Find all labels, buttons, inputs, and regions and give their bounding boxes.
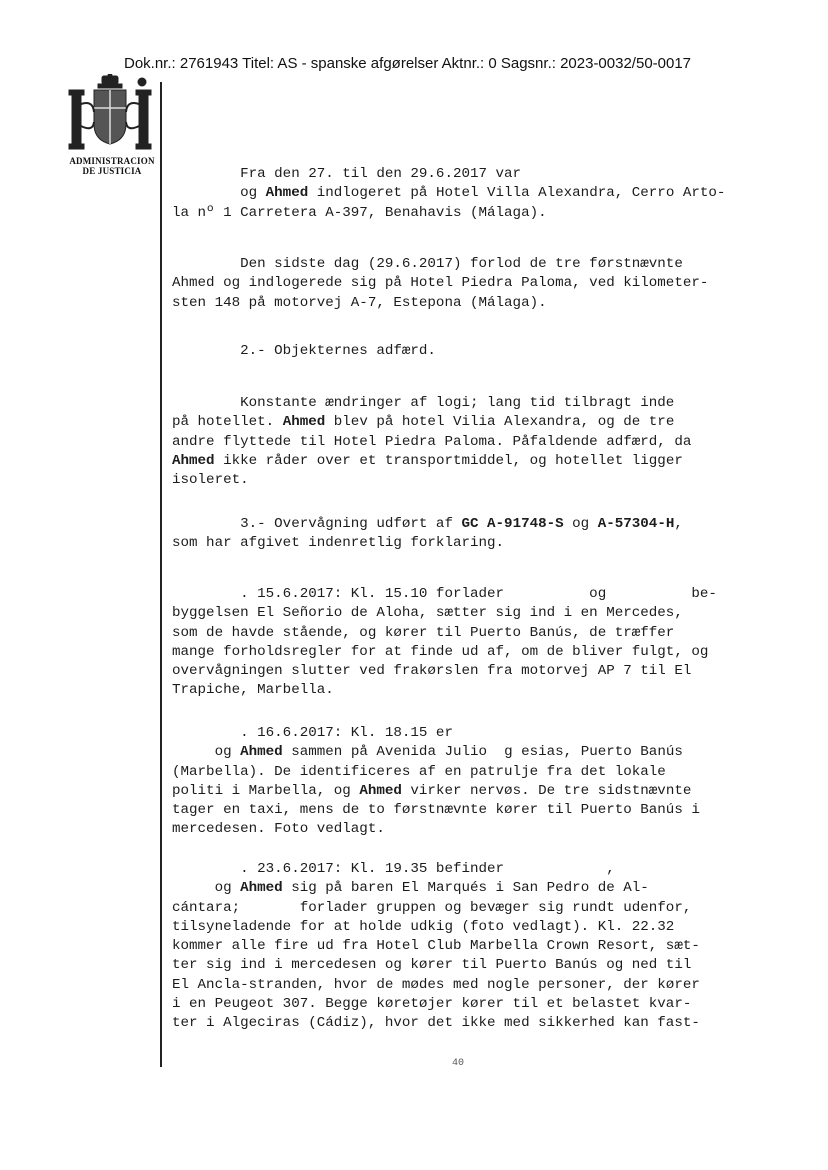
text-line: som har afgivet indenretlig forklaring. xyxy=(172,535,505,552)
text-line: Den sidste dag (29.6.2017) forlod de tre førstnævnte xyxy=(172,256,683,272)
text-line: sammen på Avenida Julio g esias, Puerto Banús xyxy=(282,744,683,761)
text-line: blev på hotel Vilia Alexandra, og de tre xyxy=(325,414,675,431)
text-line: virker nervøs. De tre sidstnævnte xyxy=(401,782,692,799)
text-line: som de havde stående, og kører til Puerto Banús, de træffer xyxy=(172,624,675,641)
text-line: og xyxy=(172,185,266,202)
text-line: ter i Algeciras (Cádiz), hvor det ikke med sikkerhed kan fast- xyxy=(172,1015,700,1032)
text-line: Fra den 27. til den 29.6.2017 var xyxy=(172,166,522,182)
text-line: indlogeret på Hotel Villa Alexandra, Cerro Arto- xyxy=(308,185,726,202)
page-number: 40 xyxy=(452,1058,465,1069)
text-line: , xyxy=(674,516,683,532)
paragraph-8 xyxy=(172,860,762,1034)
name-bold: Ahmed xyxy=(282,414,326,431)
text-line: mercedesen. Foto vedlagt. xyxy=(172,821,385,838)
text-line: isoleret. xyxy=(172,472,249,489)
text-line: andre flyttede til Hotel Piedra Paloma. Påfaldende adfærd, da xyxy=(172,433,692,450)
text-line: Konstante ændringer af logi; lang tid tilbragt inde xyxy=(172,395,675,411)
name-bold: Ahmed xyxy=(240,880,283,897)
text-line: . 23.6.2017: Kl. 19.35 befinder , xyxy=(172,861,615,877)
document-header: Dok.nr.: 2761943 Titel: AS - spanske afgørelser Aktnr.: 0 Sagsnr.: 2023-0032/50-0017 xyxy=(124,55,692,72)
crest-line-2: DE JUSTICIA xyxy=(82,166,142,176)
name-bold: Ahmed xyxy=(172,452,215,469)
text-line: cántara; forlader gruppen og bevæger sig rundt udenfor, xyxy=(172,899,692,916)
agent-id-bold: GC A-91748-S xyxy=(461,516,564,532)
name-bold: Ahmed xyxy=(359,782,402,799)
paragraph-6 xyxy=(172,585,762,701)
paragraph-5 xyxy=(172,515,762,554)
agent-id-bold: A-57304-H xyxy=(597,516,675,532)
text-line: sig på baren El Marqués i San Pedro de Al- xyxy=(282,880,649,897)
text-line: tilsyneladende for at holde udkig (foto vedlagt). Kl. 22.32 xyxy=(172,918,675,935)
text-line: sten 148 på motorvej A-7, Estepona (Málaga). xyxy=(172,294,547,311)
text-line: El Ancla-stranden, hvor de mødes med nogle personer, der kører xyxy=(172,976,700,993)
text-line: og xyxy=(172,880,241,897)
text-line: på hotellet. xyxy=(172,414,283,431)
name-bold: Ahmed xyxy=(265,185,309,202)
text-line: i en Peugeot 307. Begge køretøjer kører til et belastet kvar- xyxy=(172,996,692,1013)
text-line: og xyxy=(563,516,598,532)
text-line: kommer alle fire ud fra Hotel Club Marbella Crown Resort, sæt- xyxy=(172,938,700,955)
text-line: og xyxy=(172,744,241,761)
paragraph-1 xyxy=(172,165,762,223)
text-line: la nº 1 Carretera A-397, Benahavis (Málaga). xyxy=(172,204,547,221)
text-line: byggelsen El Señorio de Aloha, sætter sig ind i en Mercedes, xyxy=(172,605,683,622)
text-line: . 15.6.2017: Kl. 15.10 forlader og be- xyxy=(172,586,717,602)
section-heading-2 xyxy=(172,342,762,361)
text-line: . 16.6.2017: Kl. 18.15 er xyxy=(172,725,453,741)
text-line: ikke råder over et transportmiddel, og hotellet ligger xyxy=(214,452,683,469)
text-line: 3.- Overvågning udført af xyxy=(172,516,462,532)
crest-line-1: ADMINISTRACION xyxy=(69,156,155,166)
paragraph-2 xyxy=(172,255,762,313)
text-line: overvågningen slutter ved frakørslen fra motorvej AP 7 til El xyxy=(172,663,692,680)
text-line: politi i Marbella, og xyxy=(172,782,360,799)
text-line: 2.- Objekternes adfærd. xyxy=(172,343,436,359)
text-line: (Marbella). De identificeres af en patrulje fra det lokale xyxy=(172,763,666,780)
paragraph-7 xyxy=(172,724,762,840)
crest-caption xyxy=(62,156,162,176)
paragraph-4 xyxy=(172,394,762,490)
text-line: tager en taxi, mens de to førstnævnte kører til Puerto Banús i xyxy=(172,802,700,819)
margin-line xyxy=(160,82,162,1067)
text-line: Trapiche, Marbella. xyxy=(172,682,334,699)
text-line: ter sig ind i mercedesen og kører til Puerto Banús og ned til xyxy=(172,957,692,974)
name-bold: Ahmed xyxy=(240,744,283,761)
coat-of-arms-logo xyxy=(64,74,156,160)
text-line: Ahmed og indlogerede sig på Hotel Piedra Paloma, ved kilometer- xyxy=(172,275,709,292)
text-line: mange forholdsregler for at finde ud af, om de bliver fulgt, og xyxy=(172,643,709,660)
